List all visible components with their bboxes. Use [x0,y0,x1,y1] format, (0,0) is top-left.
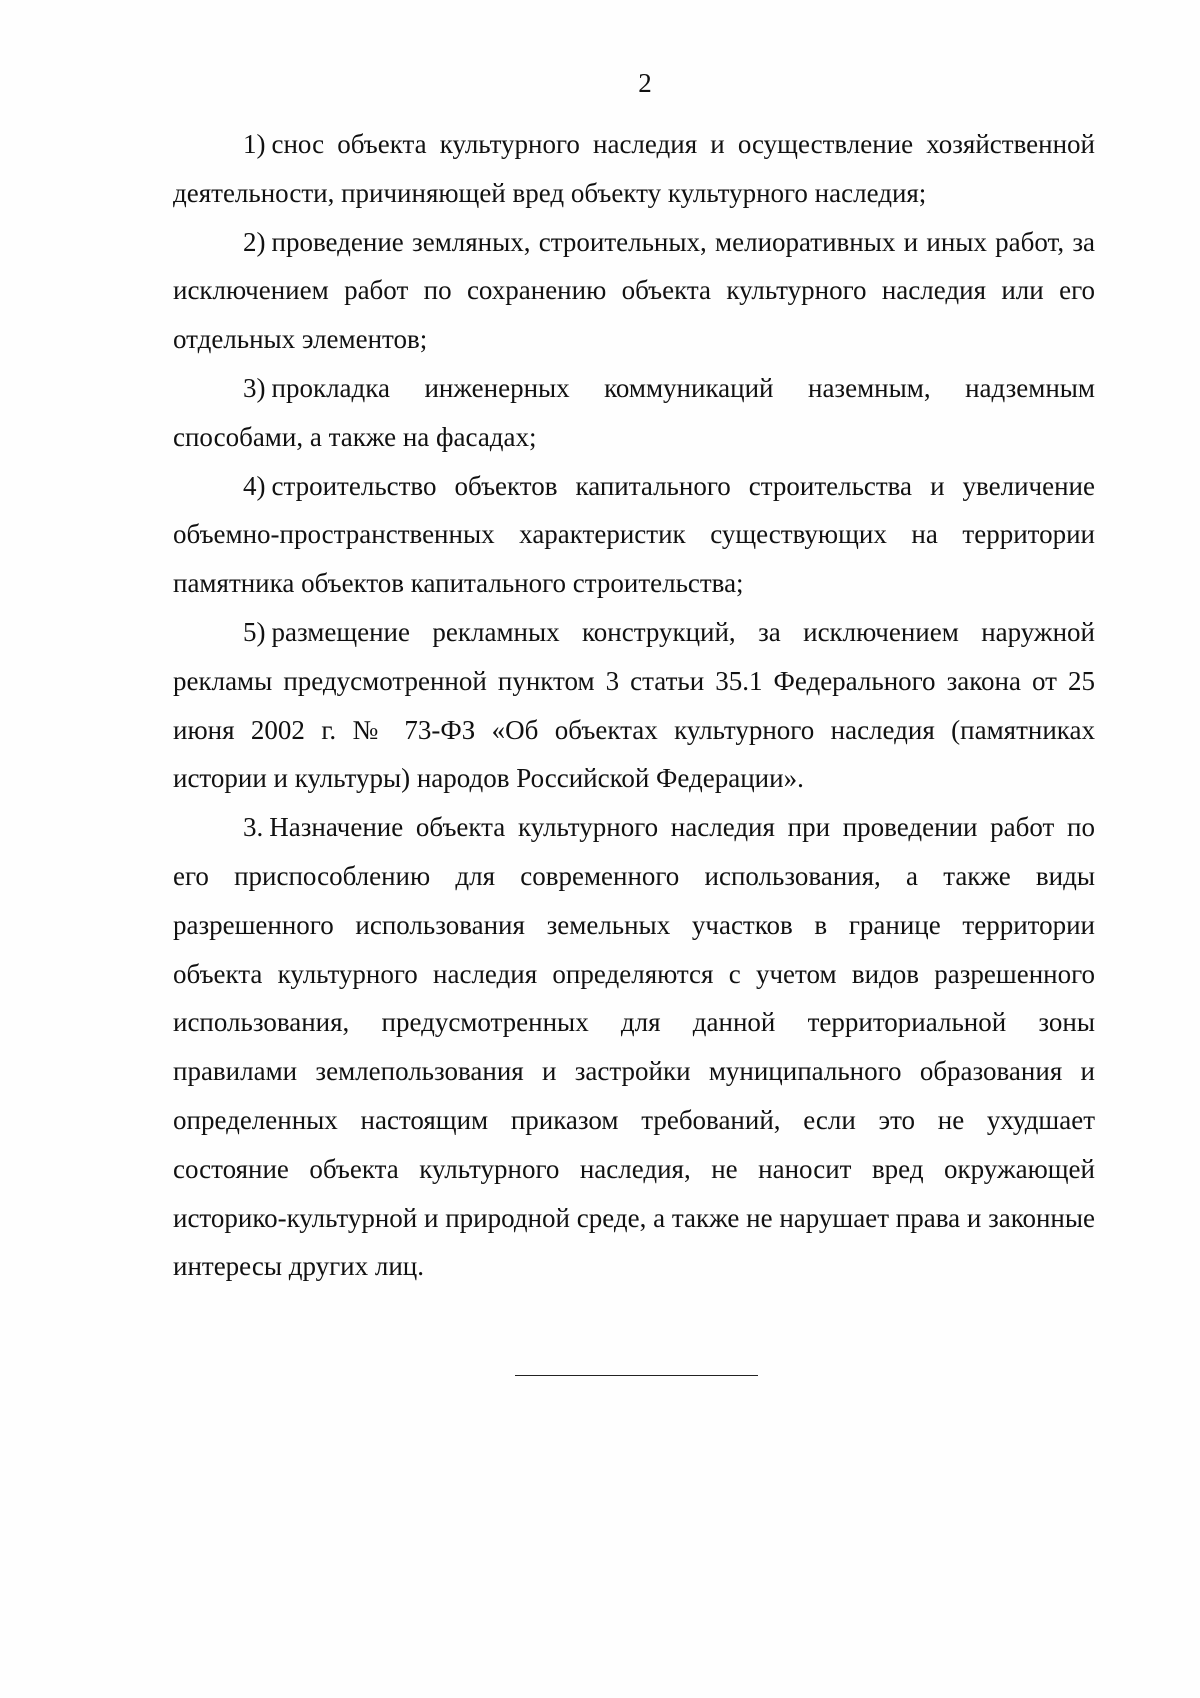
list-item-text: прокладка инженерных коммуникаций наземным, надземным способами, а также на фасадах; [173,372,1095,452]
list-item-number: 5) [243,616,266,647]
list-item-text: снос объекта культурного наследия и осуществление хозяйственной деятельности, причиняющей вред объекту культурного наследия; [173,129,1095,208]
section-paragraph [173,803,1095,1291]
list-item-number: 4) [243,470,266,501]
list-item [173,462,1095,608]
list-item-text: проведение земляных, строительных, мелиоративных и иных работ, за исключением работ по сохранению объекта культурного наследия или его отдельных элементов; [173,226,1095,355]
page-number: 2 [638,68,652,98]
list-item-text: строительство объектов капитального строительства и увеличение объемно-пространственных характеристик существующих на территории памятника объектов капитального строительства; [173,470,1095,599]
list-item [173,608,1095,803]
list-item-number: 2) [243,226,266,257]
list-item-text: размещение рекламных конструкций, за исключением наружной рекламы предусмотренной пунктом 3 статьи 35.1 Федерального закона от 25 июня 2002 г. № 73-ФЗ «Об объектах культурного наследия (памятниках истории и культуры) народов Российской Федерации». [173,616,1095,794]
body-text [173,120,1095,1291]
list-item-number: 1) [243,129,266,159]
list-item [173,218,1095,364]
section-number: 3. [243,812,264,843]
list-item [173,364,1095,462]
list-item-number: 3) [243,372,266,403]
section-text: Назначение объекта культурного наследия при проведении работ по его приспособлению для современного использования, а также виды разрешенного использования земельных участков в границе территории объекта культурного наследия определяются с учетом видов разрешенного использования, предусмотренных для данной территориальной зоны правилами землепользования и застройки муниципального образования и определенных настоящим приказом требований, если это не ухудшает состояние объекта культурного наследия, не наносит вред окружающей историко-культурной и природной среде, а также не нарушает права и законные интересы других лиц. [173,812,1095,1282]
end-of-text-rule [515,1375,758,1376]
list-item [173,120,1095,218]
